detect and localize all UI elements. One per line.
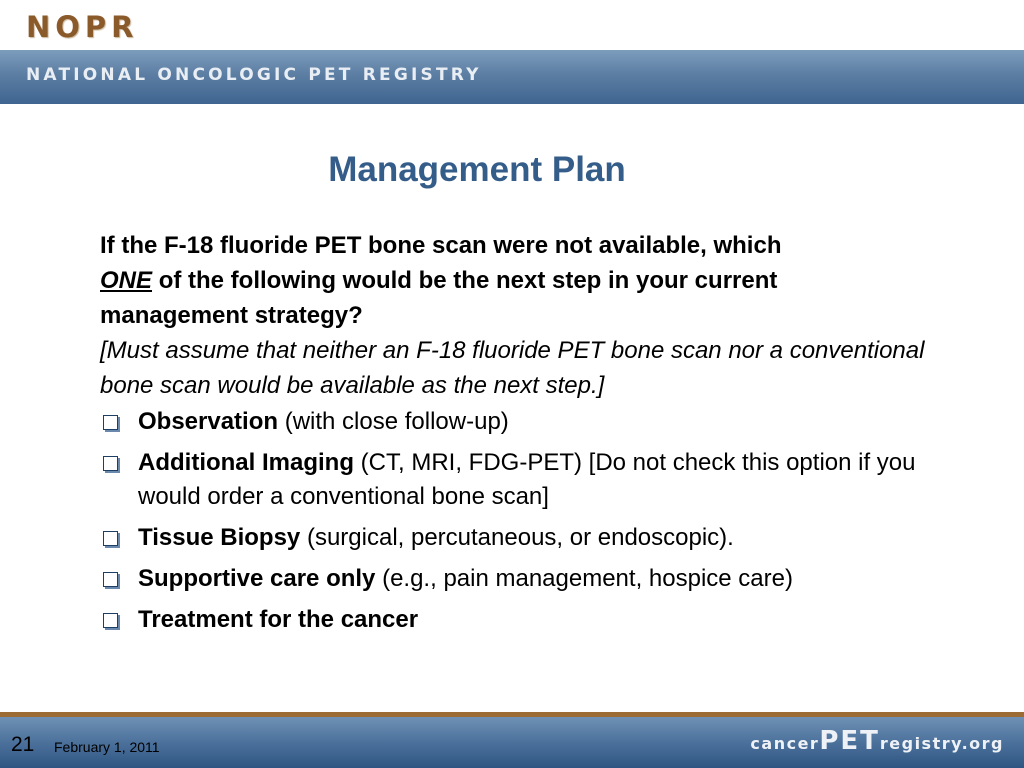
option-label: Additional Imaging [138, 449, 354, 476]
option-additional-imaging[interactable] [100, 446, 930, 514]
option-label: Treatment for the cancer [138, 606, 419, 633]
registry-title: NATIONAL ONCOLOGIC PET REGISTRY [26, 65, 482, 85]
slide-date: February 1, 2011 [54, 739, 160, 755]
option-observation[interactable] [100, 405, 930, 439]
site-part-registry: registry.org [879, 734, 1004, 753]
option-tissue-biopsy[interactable] [100, 521, 930, 555]
question-text [100, 228, 930, 403]
page-number: 21 [11, 733, 35, 756]
option-treatment[interactable] [100, 603, 930, 637]
options-list [100, 405, 930, 644]
option-detail: (surgical, percutaneous, or endoscopic). [306, 524, 734, 551]
option-detail: (e.g., pain management, hospice care) [382, 565, 793, 592]
site-part-cancer: cancer [750, 734, 820, 753]
logo-bar [0, 0, 1024, 48]
checkbox-icon[interactable] [103, 613, 118, 628]
option-label: Observation [138, 408, 279, 435]
question-note: [Must assume that neither an F-18 fluoride PET bone scan nor a conventional bone scan would be available as the next step.] [100, 337, 925, 399]
site-logo [750, 726, 1004, 756]
checkbox-icon[interactable] [103, 456, 118, 471]
question-emphasis: ONE [100, 267, 153, 294]
question-part1: If the F-18 fluoride PET bone scan were not available, which [100, 232, 782, 259]
footer-band [0, 717, 1024, 768]
option-detail: (CT, MRI, FDG-PET) [Do not check this option if you would order a conventional bone scan] [138, 449, 916, 510]
header-band [0, 50, 1024, 104]
site-part-pet: PET [819, 726, 880, 756]
slide-title: Management Plan [328, 150, 626, 189]
question-part2: of the following would be the next step in your current management strategy? [100, 267, 778, 329]
checkbox-icon[interactable] [103, 415, 118, 430]
checkbox-icon[interactable] [103, 572, 118, 587]
checkbox-icon[interactable] [103, 531, 118, 546]
option-supportive-care[interactable] [100, 562, 930, 596]
option-detail: (with close follow-up) [284, 408, 509, 435]
option-label: Supportive care only [138, 565, 376, 592]
option-label: Tissue Biopsy [138, 524, 301, 551]
nopr-logo: NOPR [26, 10, 139, 44]
